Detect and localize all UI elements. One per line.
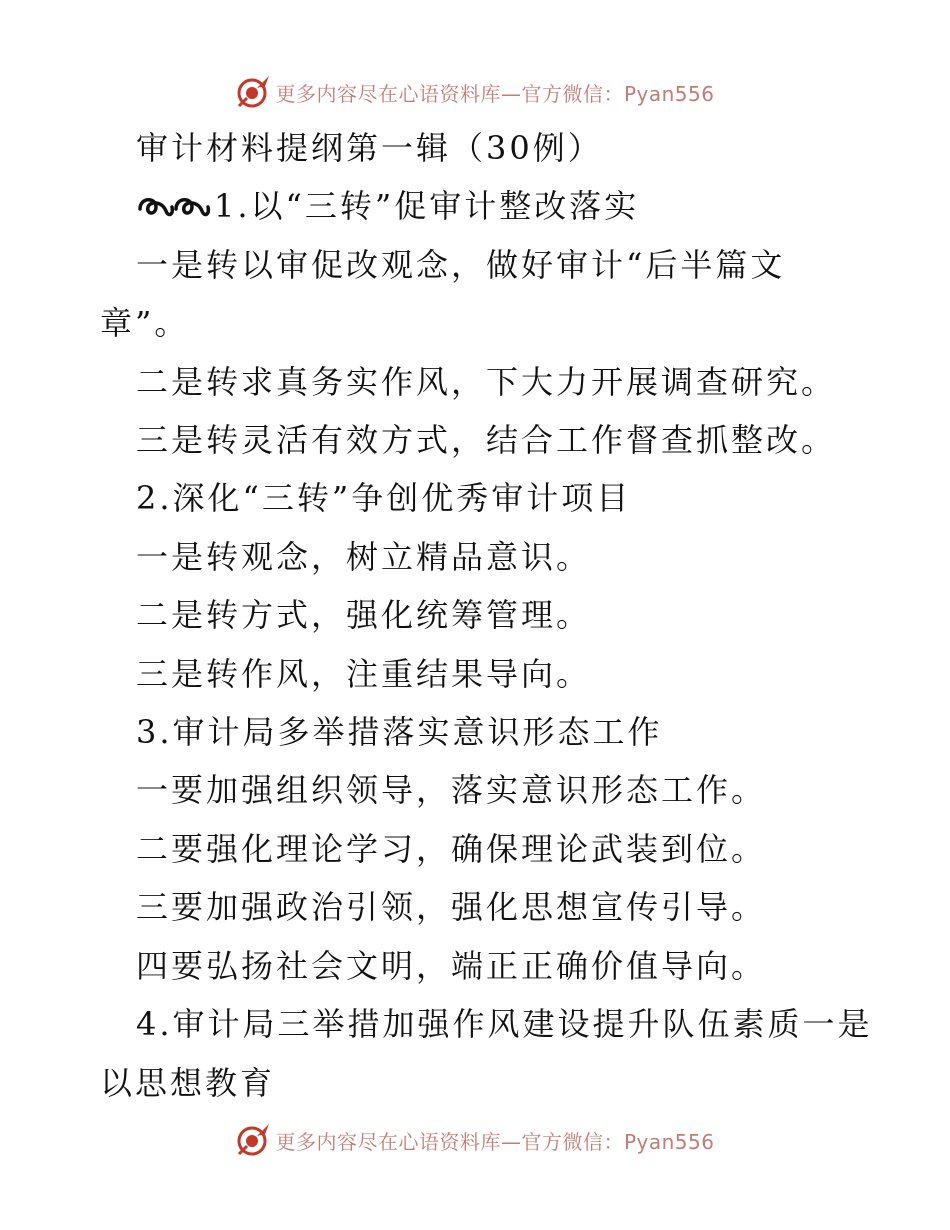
section-heading-2: 2.深化“三转”争创优秀审计项目 [136, 479, 632, 518]
paragraph-line: 二要强化理论学习，确保理论武装到位。 [136, 829, 767, 868]
paragraph-line: 二是转求真务实作风，下大力开展调查研究。 [136, 362, 837, 401]
quill-pen-logo-icon [235, 74, 271, 110]
header-banner [0, 70, 950, 114]
quill-pen-logo-icon [235, 1122, 271, 1158]
paragraph-line: 二是转方式，强化统筹管理。 [136, 596, 592, 635]
section-heading-1 [100, 177, 860, 235]
paragraph-line: 四要弘扬社会文明，端正正确价值导向。 [136, 946, 767, 985]
section-heading-1-text: 1.以“三转”促审计整改落实 [214, 187, 640, 226]
paragraph-line: 一要加强组织领导，落实意识形态工作。 [136, 771, 767, 810]
paragraph-line: 章”。 [100, 304, 190, 343]
paragraph-line: 一是转观念，树立精品意识。 [136, 537, 592, 576]
paragraph-line: 以思想教育 [100, 1063, 276, 1102]
doc-title: 审计材料提纲第一辑（30例） [136, 129, 603, 167]
paragraph-line: 一是转以审促改观念，做好审计“后半篇文 [136, 245, 786, 284]
paragraph-line: 三是转作风，注重结果导向。 [136, 654, 592, 693]
footer-banner [0, 1118, 950, 1162]
footer-banner-text: 更多内容尽在心语资料库—官方微信：Pyan556 [275, 1129, 715, 1154]
section-heading-4: 4.审计局三举措加强作风建设提升队伍素质一是 [136, 1005, 873, 1044]
document-body [100, 119, 873, 1112]
paragraph-line: 三是转灵活有效方式，结合工作督查抓整改。 [136, 421, 837, 460]
section-heading-3: 3.审计局多举措落实意识形态工作 [136, 713, 663, 752]
paragraph-line: 三要加强政治引领，强化思想宣传引导。 [136, 888, 767, 927]
header-banner-text: 更多内容尽在心语资料库—官方微信：Pyan556 [275, 81, 715, 106]
double-swirl-bullet-icon [136, 191, 214, 221]
